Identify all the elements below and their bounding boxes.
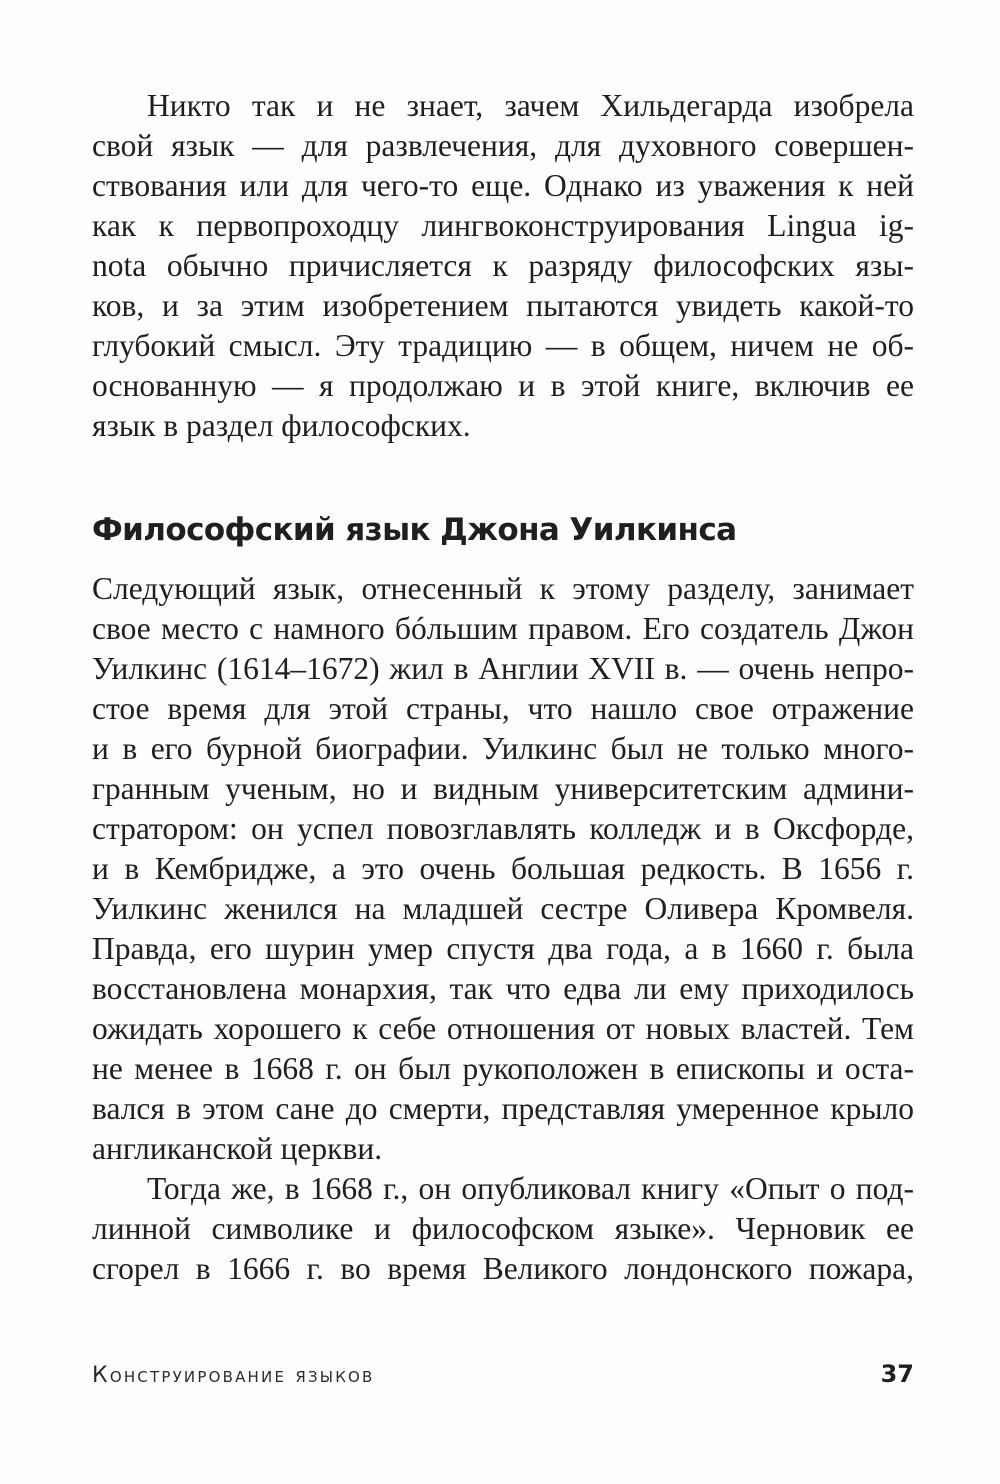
paragraph-2-line: и в его бурной биографии. Уилкинс был не только много- (92, 731, 914, 766)
paragraph-2-line: Следующий язык, отнесенный к этому разделу, занимает (92, 571, 914, 606)
paragraph-3-line: Тогда же, в 1668 г., он опубликовал книгу «Опыт о под- (147, 1171, 914, 1206)
paragraph-1-line: как к первопроходцу лингвоконструирования Lingua ig- (92, 208, 914, 243)
paragraph-2-line: восстановлена монархия, так что едва ли ему приходилось (92, 971, 914, 1006)
paragraph-1-line: глубокий смысл. Эту традицию — в общем, ничем не об- (92, 328, 914, 363)
paragraph-2-line: англиканской церкви. (92, 1131, 383, 1166)
paragraph-3-line: линной символике и философском языке». Черновик ее (92, 1211, 914, 1246)
paragraph-2-line: свое место с намного бóльшим правом. Его создатель Джон (92, 611, 914, 646)
running-footer-title: Конструирование языков (92, 1363, 375, 1388)
paragraph-2-line: стое время для этой страны, что нашло свое отражение (92, 691, 914, 726)
paragraph-2-line: Правда, его шурин умер спустя два года, а в 1660 г. была (92, 931, 914, 966)
section-heading: Философский язык Джона Уилкинса (92, 512, 737, 548)
paragraph-2-line: ожидать хорошего к себе отношения от новых властей. Тем (92, 1011, 914, 1046)
paragraph-2-line: не менее в 1668 г. он был рукоположен в епископы и оста- (92, 1051, 914, 1086)
paragraph-2-line: Уилкинс женился на младшей сестре Оливера Кромвеля. (92, 891, 914, 926)
paragraph-2-line: стратором: он успел повозглавлять колледж и в Оксфорде, (92, 811, 914, 846)
paragraph-2-line: вался в этом сане до смерти, представляя умеренное крыло (92, 1091, 914, 1126)
paragraph-1-line: Никто так и не знает, зачем Хильдегарда изобрела (147, 88, 914, 123)
paragraph-1-line: nota обычно причисляется к разряду философских язы- (92, 248, 914, 283)
page-number: 37 (880, 1360, 914, 1388)
paragraph-1-line: язык в раздел философских. (92, 408, 471, 443)
paragraph-1-line: основанную — я продолжаю и в этой книге, включив ее (92, 368, 914, 403)
paragraph-1-line: свой язык — для развлечения, для духовного совершен- (92, 128, 914, 163)
paragraph-1-line: ствования или для чего-то еще. Однако из уважения к ней (92, 168, 914, 203)
paragraph-2-line: гранным ученым, но и видным университетским админи- (92, 771, 914, 806)
paragraph-1-line: ков, и за этим изобретением пытаются увидеть какой-то (92, 288, 914, 323)
paragraph-2-line: Уилкинс (1614–1672) жил в Англии XVII в. — очень непро- (92, 651, 914, 686)
paragraph-3-line: сгорел в 1666 г. во время Великого лондонского пожара, (92, 1251, 914, 1286)
paragraph-2-line: и в Кембридже, а это очень большая редкость. В 1656 г. (92, 851, 914, 886)
